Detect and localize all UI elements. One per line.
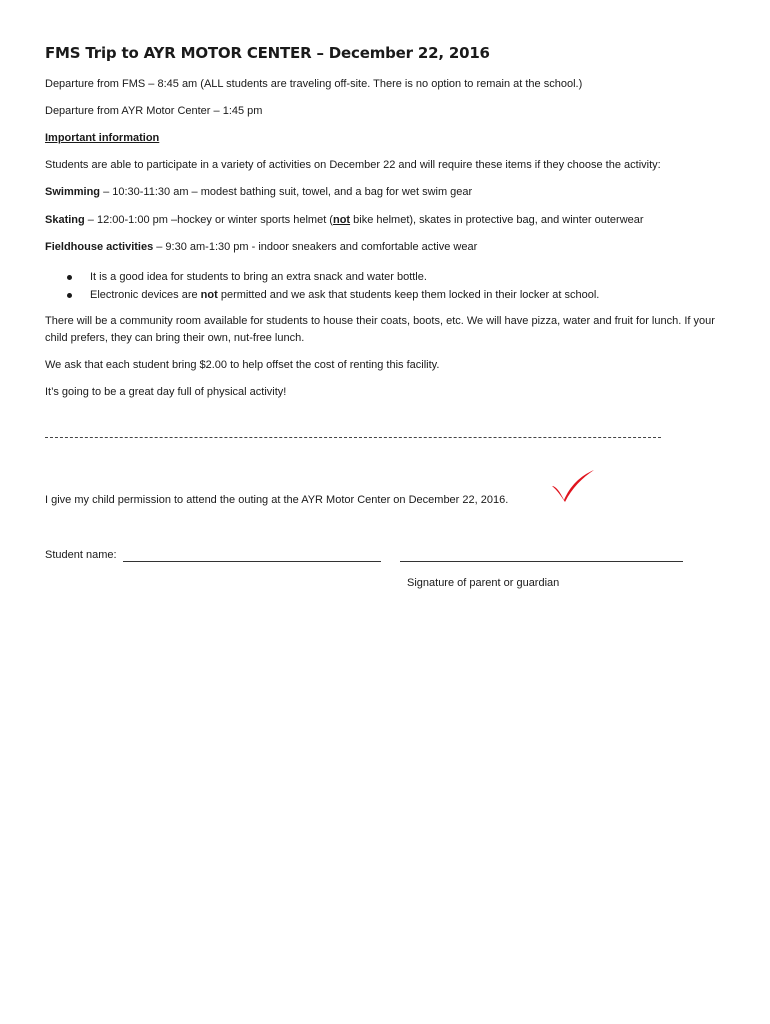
- fieldhouse-label: Fieldhouse activities: [45, 241, 154, 253]
- cut-line-divider: [45, 437, 661, 438]
- student-name-label: Student name:: [45, 549, 117, 561]
- skating-line: [45, 213, 644, 228]
- tip-devices-not: not: [200, 289, 218, 301]
- list-item: [45, 268, 599, 286]
- important-heading: Important information: [45, 132, 160, 144]
- permission-statement: I give my child permission to attend the outing at the AYR Motor Center on December 22, 2016.: [45, 494, 509, 506]
- departure-fms: Departure from FMS – 8:45 am (ALL students are traveling off-site. There is no option to remain at the school.): [45, 78, 583, 90]
- tip-devices-a: Electronic devices are: [90, 289, 201, 301]
- student-name-field[interactable]: [123, 561, 381, 562]
- tip-snack: It is a good idea for students to bring an extra snack and water bottle.: [90, 271, 427, 283]
- community-room-text: There will be a community room available for students to house their coats, boots, etc. We will have pizza, water and fruit for lunch. If your child prefers, they can bring their own, nut-free lunch.: [45, 315, 715, 344]
- skating-label: Skating: [45, 214, 85, 226]
- swimming-label: Swimming: [45, 186, 101, 198]
- swimming-line: [45, 185, 472, 200]
- closing-text: It’s going to be a great day full of physical activity!: [45, 386, 287, 398]
- departure-ayr: Departure from AYR Motor Center – 1:45 pm: [45, 105, 263, 117]
- signature-label: Signature of parent or guardian: [407, 577, 560, 589]
- tip-devices-b: permitted and we ask that students keep them locked in their locker at school.: [217, 289, 600, 301]
- tips-list: [45, 268, 599, 304]
- bullet-icon: [67, 275, 72, 280]
- page-title: FMS Trip to AYR MOTOR CENTER – December 22, 2016: [45, 44, 490, 62]
- skating-not-emphasis: not: [332, 214, 351, 226]
- skating-details-1: – 12:00-1:00 pm –hockey or winter sports helmet (: [84, 214, 333, 226]
- fieldhouse-details: – 9:30 am-1:30 pm - indoor sneakers and comfortable active wear: [153, 241, 478, 253]
- signature-field[interactable]: [400, 561, 683, 562]
- intro-text: Students are able to participate in a variety of activities on December 22 and will require these items if they choose the activity:: [45, 159, 661, 171]
- checkmark-icon: [550, 468, 596, 509]
- fieldhouse-line: [45, 240, 477, 255]
- skating-details-2: bike helmet), skates in protective bag, and winter outerwear: [350, 214, 644, 226]
- swimming-details: – 10:30-11:30 am – modest bathing suit, towel, and a bag for wet swim gear: [100, 186, 473, 198]
- bullet-icon: [67, 293, 72, 298]
- fee-text: We ask that each student bring $2.00 to help offset the cost of renting this facility.: [45, 359, 440, 371]
- list-item: [45, 286, 599, 304]
